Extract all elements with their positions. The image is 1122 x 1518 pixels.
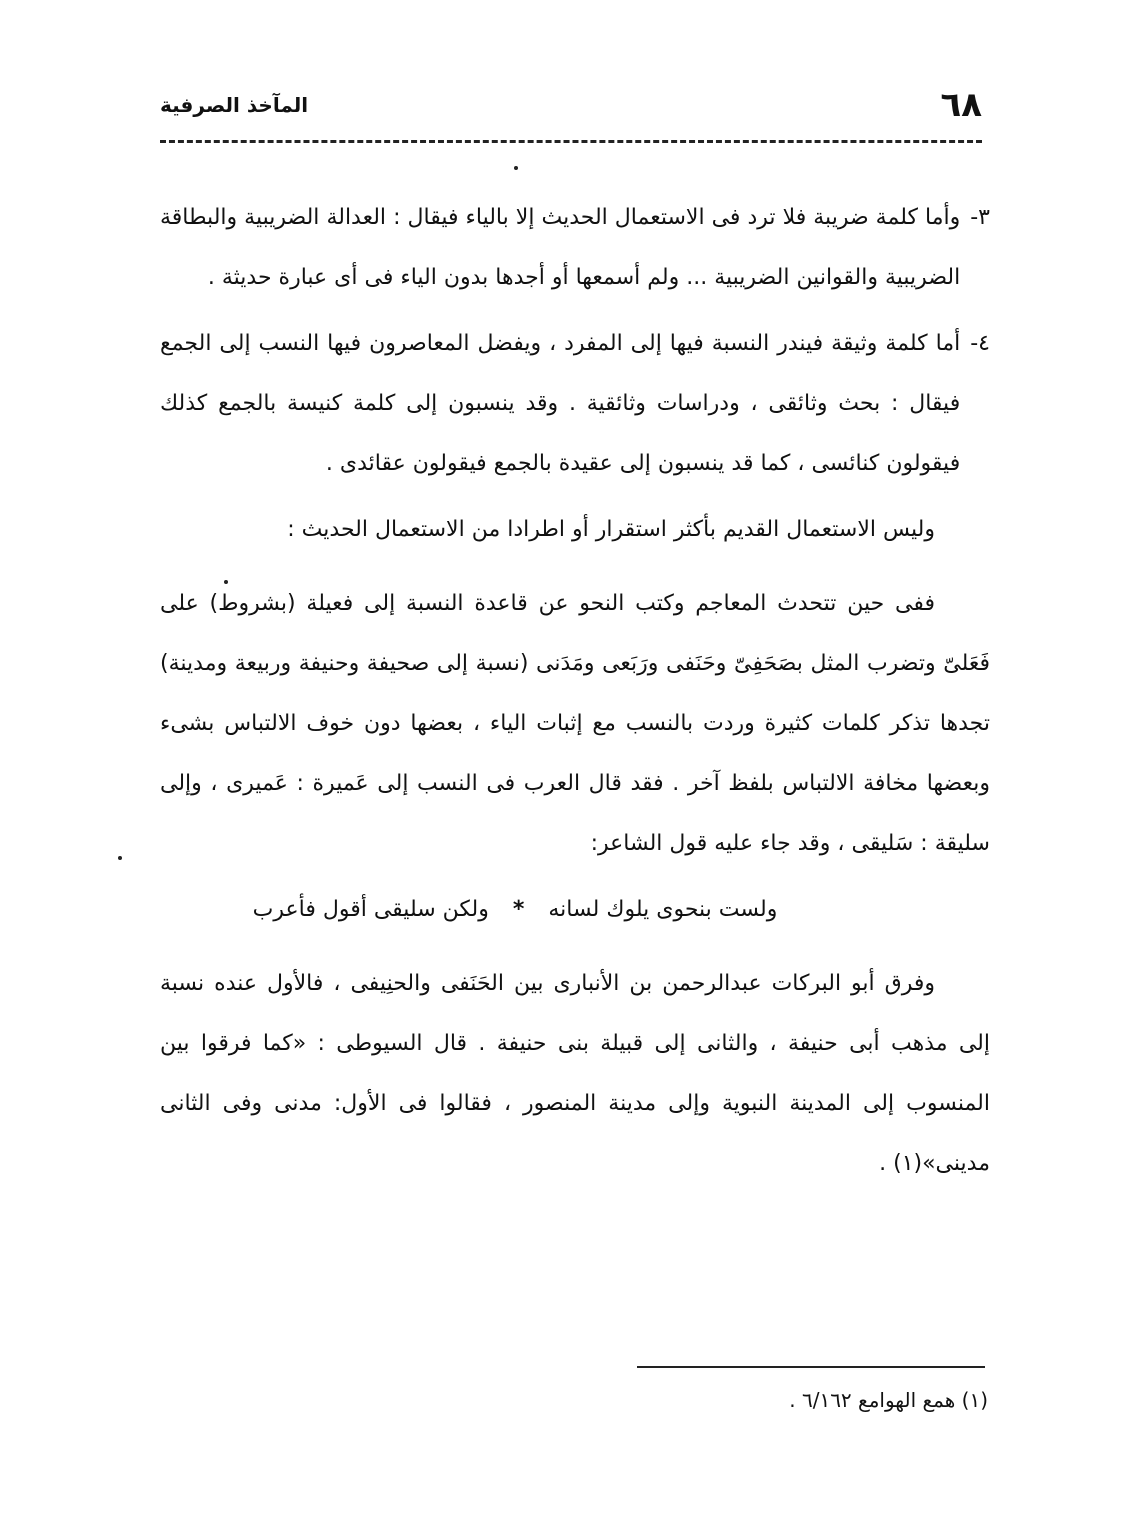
paragraph: وفرق أبو البركات عبدالرحمن بن الأنبارى بين الحَنَفى والحنِيفى ، فالأول عنده نسبة إلى مذهب أبى حنيفة ، والثانى إلى قبيلة بنى حنيفة . قال السيوطى : «كما فرقوا بين المنسوب إلى المدينة النبوية وإلى مدينة المنصور ، فقالوا فى الأول: مدنى وفى الثانى مدينى»(١) . (160, 971, 990, 1176)
footnote: (١) همع الهوامع ٦/١٦٢ . (789, 1388, 988, 1412)
item-text: وأما كلمة ضريبة فلا ترد فى الاستعمال الحديث إلا بالياء فيقال : العدالة الضريبية والبطاقة الضريبية والقوانين الضريبية ... ولم أسمعها أو أجدها بدون الياء فى أى عبارة حديثة . (160, 205, 961, 290)
item-number: ٤- (970, 331, 990, 356)
running-header (160, 82, 982, 132)
header-divider (160, 140, 982, 143)
footnote-divider (637, 1366, 985, 1368)
item-number: ٣- (970, 205, 990, 230)
numbered-item (160, 314, 990, 494)
numbered-item (160, 188, 990, 308)
paragraph: ففى حين تتحدث المعاجم وكتب النحو عن قاعدة النسبة إلى فعيلة (بشروط) على فَعَلىّ وتضرب المثل بصَحَفِىّ وحَنَفى ورَبَعى ومَدَنى (نسبة إلى صحيفة وحنيفة وربيعة ومدينة) تجدها تذكر كلمات كثيرة وردت بالنسب مع إثبات الياء ، بعضها دون خوف الالتباس بشىء وبعضها مخافة الالتباس بلفظ آخر . فقد قال العرب فى النسب إلى عَميرة : عَميرى ، وإلى سليقة : سَليقى ، وقد جاء عليه قول الشاعر: (160, 591, 990, 856)
scan-speck (118, 856, 122, 860)
verse-hemistich-first: ولست بنحوى يلوك لسانه (548, 897, 778, 922)
verse-separator: * (512, 897, 525, 922)
page-number: ٦٨ (940, 85, 982, 125)
body-text (160, 188, 990, 1194)
running-title: المآخذ الصرفية (160, 93, 309, 117)
paragraph: وليس الاستعمال القديم بأكثر استقرار أو اطرادا من الاستعمال الحديث : (287, 517, 935, 542)
item-text: أما كلمة وثيقة فيندر النسبة فيها إلى المفرد ، ويفضل المعاصرون فيها النسب إلى الجمع فيقال : بحث وثائقى ، ودراسات وثائقية . وقد ينسبون إلى كلمة كنيسة بالجمع كذلك فيقولون كنائسى ، كما قد ينسبون إلى عقيدة بالجمع فيقولون عقائدى . (160, 331, 961, 476)
scan-speck (514, 166, 518, 170)
verse-hemistich-second: ولكن سليقى أقول فأعرب (252, 897, 489, 922)
verse-line (160, 880, 990, 940)
